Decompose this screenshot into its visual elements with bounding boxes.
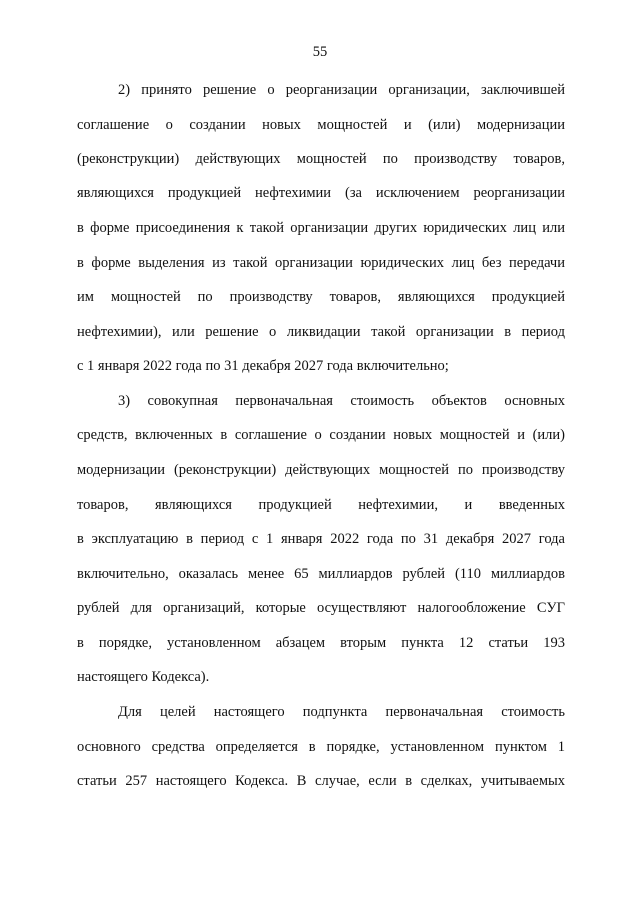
text-line: Для целей настоящего подпункта первоначальная стоимость [118, 704, 565, 720]
text-line: в эксплуатацию в период с 1 января 2022 года по 31 декабря 2027 года [77, 531, 565, 547]
text-line: статьи 257 настоящего Кодекса. В случае, если в сделках, учитываемых [77, 773, 565, 789]
text-line: настоящего Кодекса). [77, 669, 210, 685]
text-line: товаров, являющихся продукцией нефтехимии, и введенных [77, 497, 565, 513]
text-line: включительно, оказалась менее 65 миллиардов рублей (110 миллиардов [77, 566, 565, 582]
text-line: в форме выделения из такой организации юридических лиц без передачи [77, 255, 565, 271]
text-line: являющихся продукцией нефтехимии (за исключением реорганизации [77, 185, 565, 201]
text-line: (реконструкции) действующих мощностей по производству товаров, [77, 151, 565, 167]
text-line: 3) совокупная первоначальная стоимость объектов основных [118, 393, 565, 409]
text-line: с 1 января 2022 года по 31 декабря 2027 года включительно; [77, 358, 449, 374]
text-line: в форме присоединения к такой организации других юридических лиц или [77, 220, 565, 236]
text-line: им мощностей по производству товаров, являющихся продукцией [77, 289, 565, 305]
text-line: в порядке, установленном абзацем вторым пункта 12 статьи 193 [77, 635, 565, 651]
text-line: 2) принято решение о реорганизации организации, заключившей [118, 82, 565, 98]
text-line: основного средства определяется в порядке, установленном пунктом 1 [77, 739, 565, 755]
page-number: 55 [312, 44, 328, 60]
text-line: средств, включенных в соглашение о создании новых мощностей и (или) [77, 427, 565, 443]
text-line: нефтехимии), или решение о ликвидации такой организации в период [77, 324, 565, 340]
text-line: соглашение о создании новых мощностей и (или) модернизации [77, 117, 565, 133]
text-line: модернизации (реконструкции) действующих мощностей по производству [77, 462, 565, 478]
text-line: рублей для организаций, которые осуществляют налогообложение СУГ [77, 600, 565, 616]
